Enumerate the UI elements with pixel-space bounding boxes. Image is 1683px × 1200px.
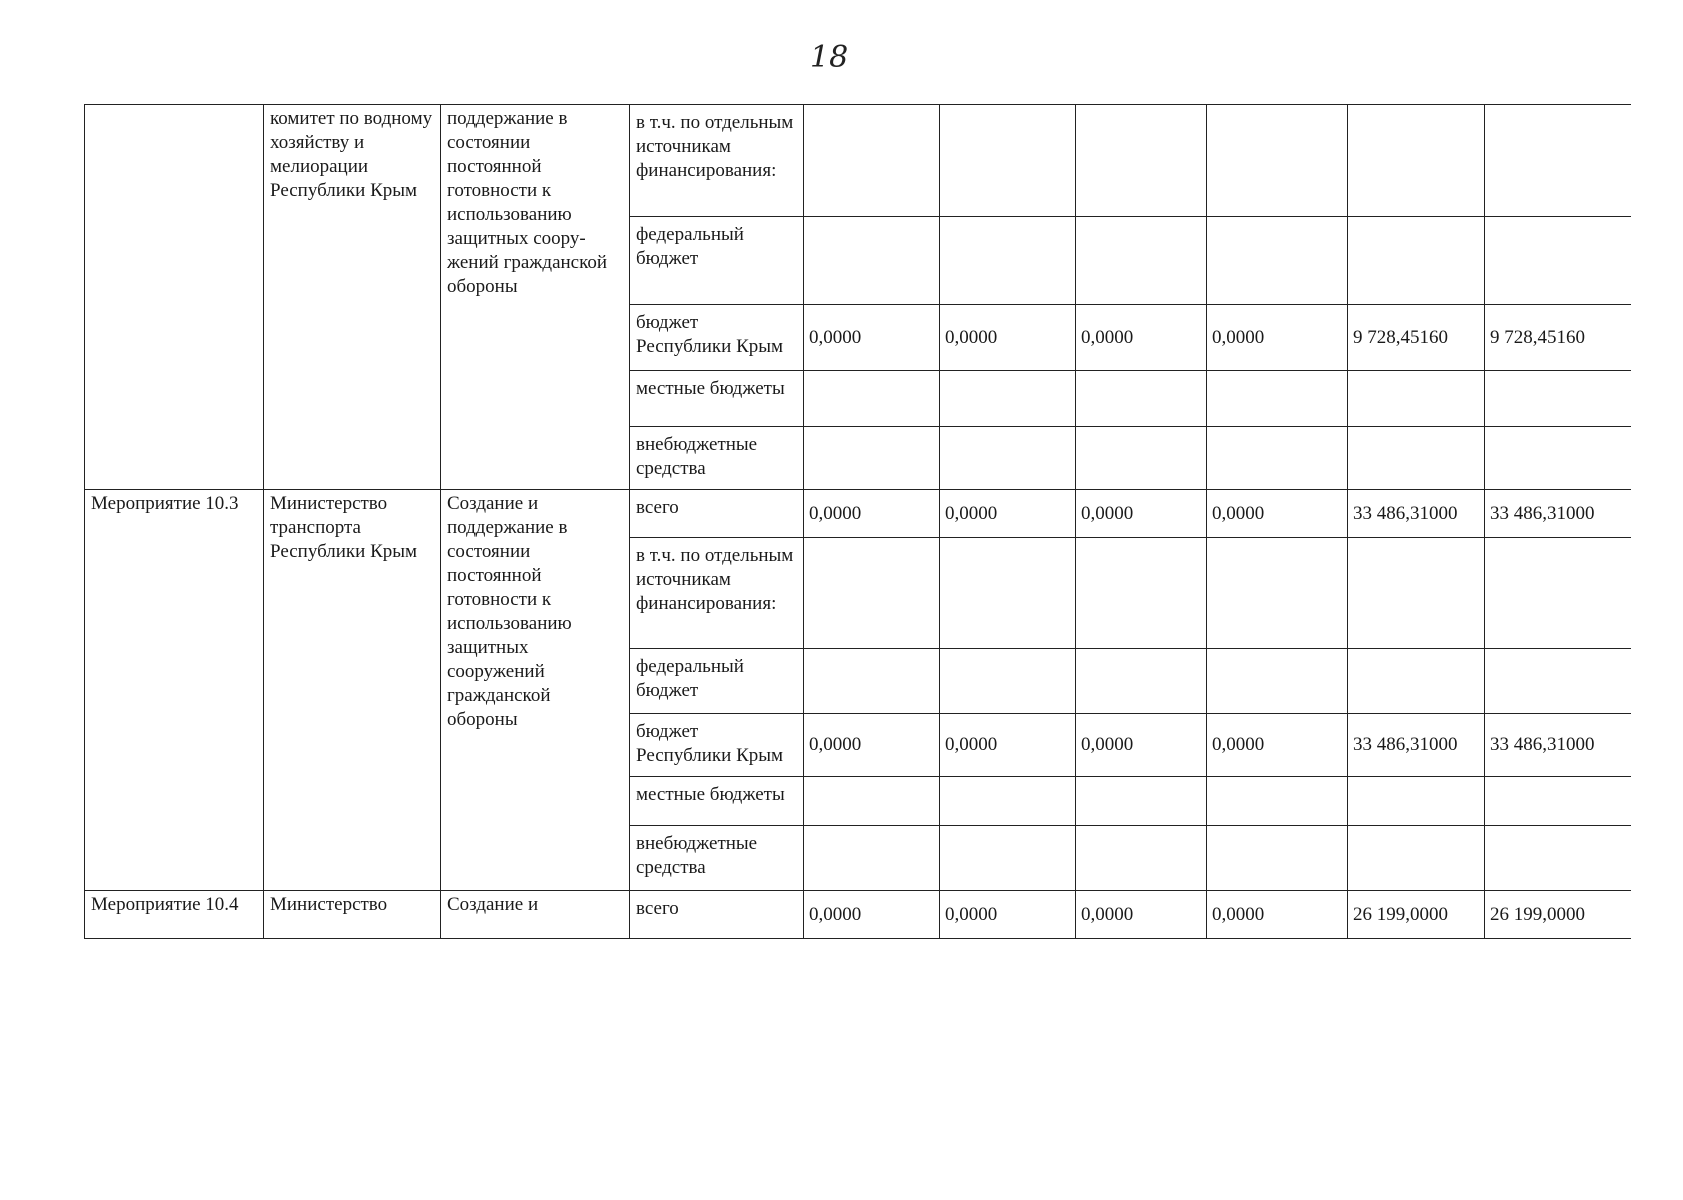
- amount-cell: [1485, 371, 1631, 427]
- amount-cell: [1348, 105, 1485, 217]
- amount-cell: [804, 538, 940, 649]
- amount-cell: 0,0000: [1207, 891, 1348, 939]
- amount-cell: [1207, 538, 1348, 649]
- amount-cell: 26 199,0000: [1348, 891, 1485, 939]
- amount-cell: [1207, 217, 1348, 305]
- table-row: [85, 490, 1631, 538]
- amount-cell: [1485, 538, 1631, 649]
- amount-cell: [940, 777, 1076, 826]
- amount-cell: [940, 105, 1076, 217]
- amount-cell: 0,0000: [1076, 490, 1207, 538]
- funding-source-label: всего: [630, 891, 804, 939]
- budget-table: [84, 104, 1631, 939]
- amount-cell: [1485, 777, 1631, 826]
- amount-cell: [940, 371, 1076, 427]
- amount-cell: [804, 826, 940, 891]
- amount-cell: [1348, 217, 1485, 305]
- amount-cell: [1348, 371, 1485, 427]
- amount-cell: 0,0000: [940, 714, 1076, 777]
- funding-source-label: внебюджетные средства: [630, 427, 804, 490]
- amount-cell: [804, 427, 940, 490]
- amount-cell: [940, 826, 1076, 891]
- amount-cell: [1207, 427, 1348, 490]
- amount-cell: 0,0000: [804, 305, 940, 371]
- amount-cell: 0,0000: [804, 891, 940, 939]
- amount-cell: [1207, 105, 1348, 217]
- amount-cell: [804, 217, 940, 305]
- amount-cell: [1076, 217, 1207, 305]
- amount-cell: 33 486,31000: [1485, 490, 1631, 538]
- funding-source-label: всего: [630, 490, 804, 538]
- funding-source-label: бюджет Республики Крым: [630, 714, 804, 777]
- amount-cell: [940, 649, 1076, 714]
- amount-cell: 26 199,0000: [1485, 891, 1631, 939]
- amount-cell: [804, 371, 940, 427]
- amount-cell: [1207, 777, 1348, 826]
- amount-cell: 33 486,31000: [1348, 714, 1485, 777]
- amount-cell: [940, 217, 1076, 305]
- amount-cell: 33 486,31000: [1485, 714, 1631, 777]
- executor-cell: Министерство: [264, 891, 441, 939]
- amount-cell: 33 486,31000: [1348, 490, 1485, 538]
- measure-cell: [85, 105, 264, 490]
- amount-cell: [804, 649, 940, 714]
- amount-cell: [1485, 826, 1631, 891]
- amount-cell: [1485, 217, 1631, 305]
- amount-cell: 0,0000: [1076, 714, 1207, 777]
- amount-cell: 0,0000: [940, 305, 1076, 371]
- amount-cell: 0,0000: [804, 714, 940, 777]
- table-row: [85, 105, 1631, 217]
- executor-cell: комитет по водному хозяйству и мелиорации Республики Крым: [264, 105, 441, 490]
- amount-cell: 0,0000: [1076, 891, 1207, 939]
- amount-cell: [1076, 777, 1207, 826]
- amount-cell: 0,0000: [804, 490, 940, 538]
- amount-cell: [1076, 826, 1207, 891]
- amount-cell: [1076, 427, 1207, 490]
- amount-cell: 9 728,45160: [1348, 305, 1485, 371]
- funding-source-label: бюджет Республики Крым: [630, 305, 804, 371]
- funding-source-label: в т.ч. по отдельным источникам финансирования:: [630, 105, 804, 217]
- funding-source-label: местные бюджеты: [630, 777, 804, 826]
- amount-cell: [1485, 649, 1631, 714]
- table-row: [85, 891, 1631, 939]
- amount-cell: 0,0000: [1076, 305, 1207, 371]
- amount-cell: [1076, 649, 1207, 714]
- measure-cell: Мероприятие 10.4: [85, 891, 264, 939]
- amount-cell: [1348, 826, 1485, 891]
- funding-source-label: в т.ч. по отдельным источникам финансирования:: [630, 538, 804, 649]
- measure-cell: Мероприятие 10.3: [85, 490, 264, 891]
- funding-source-label: федеральный бюджет: [630, 649, 804, 714]
- amount-cell: 0,0000: [940, 891, 1076, 939]
- amount-cell: [1207, 649, 1348, 714]
- amount-cell: [1348, 649, 1485, 714]
- amount-cell: [1207, 371, 1348, 427]
- amount-cell: [804, 105, 940, 217]
- amount-cell: [1348, 538, 1485, 649]
- amount-cell: 0,0000: [940, 490, 1076, 538]
- amount-cell: [940, 427, 1076, 490]
- amount-cell: [1348, 427, 1485, 490]
- description-cell: поддержание в состоянии постоянной готовности к использованию защитных соору-жений гражданской обороны: [441, 105, 630, 490]
- amount-cell: 0,0000: [1207, 490, 1348, 538]
- description-cell: Создание и: [441, 891, 630, 939]
- amount-cell: [1076, 538, 1207, 649]
- amount-cell: [1485, 105, 1631, 217]
- funding-source-label: федеральный бюджет: [630, 217, 804, 305]
- amount-cell: [1076, 105, 1207, 217]
- page-number: 18: [810, 40, 849, 75]
- amount-cell: 0,0000: [1207, 305, 1348, 371]
- description-cell: Создание и поддержание в состоянии постоянной готовности к использованию защитных сооружений гражданской обороны: [441, 490, 630, 891]
- amount-cell: [1348, 777, 1485, 826]
- executor-cell: Министерство транспорта Республики Крым: [264, 490, 441, 891]
- amount-cell: [1076, 371, 1207, 427]
- amount-cell: [804, 777, 940, 826]
- amount-cell: 0,0000: [1207, 714, 1348, 777]
- funding-source-label: местные бюджеты: [630, 371, 804, 427]
- amount-cell: [1485, 427, 1631, 490]
- funding-source-label: внебюджетные средства: [630, 826, 804, 891]
- amount-cell: [1207, 826, 1348, 891]
- amount-cell: 9 728,45160: [1485, 305, 1631, 371]
- amount-cell: [940, 538, 1076, 649]
